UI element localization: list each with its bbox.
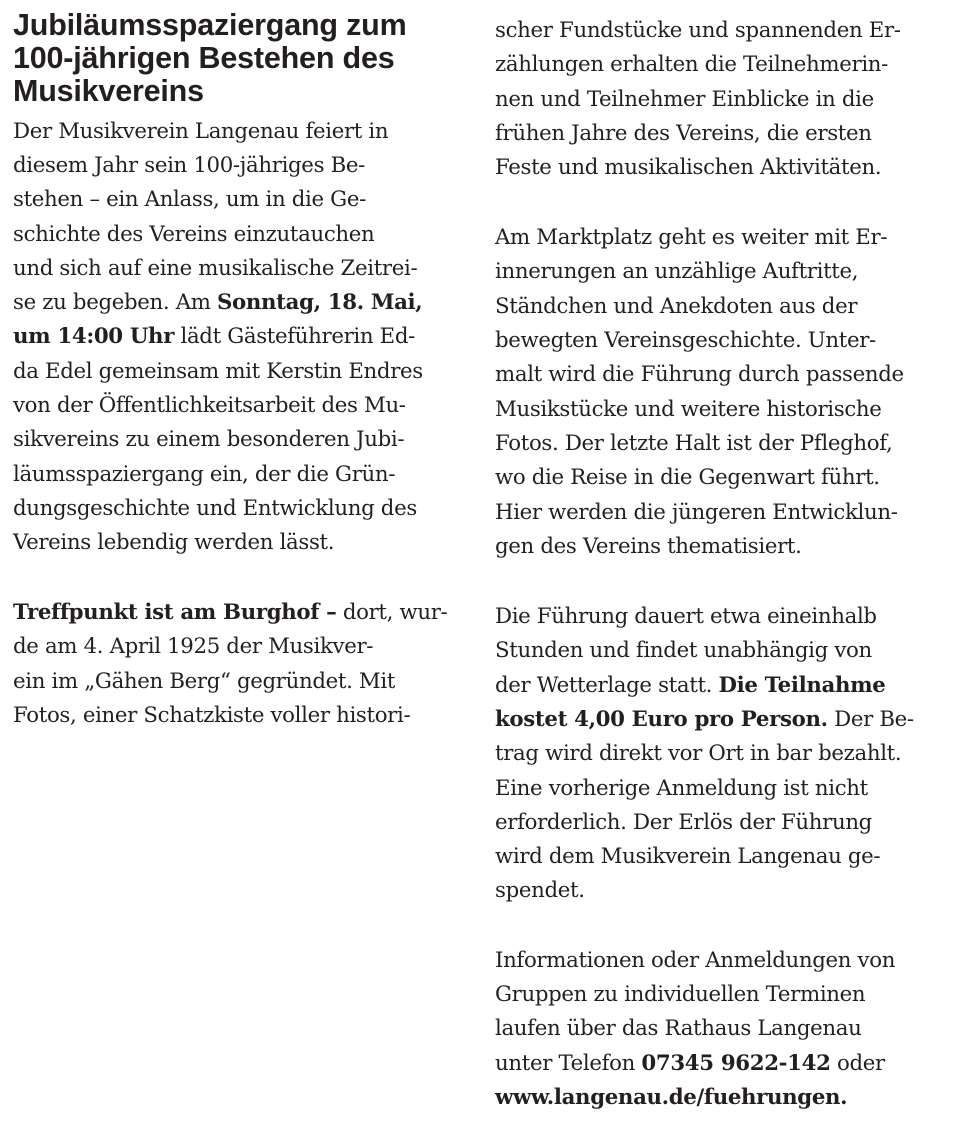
text-segment: Vereins lebendig werden lässt.: [13, 530, 335, 555]
text-segment: Der Be-: [827, 707, 914, 732]
text-segment: unter Telefon: [495, 1051, 642, 1076]
text-line: [495, 1049, 885, 1079]
text-segment: de am 4. April 1925 der Musikver-: [13, 634, 374, 659]
text-line: [495, 16, 901, 46]
text-segment: schichte des Vereins einzutauchen: [13, 222, 375, 247]
text-segment: innerungen an unzählige Auftritte,: [495, 259, 859, 284]
text-line: [495, 119, 872, 149]
text-line: [13, 701, 410, 731]
text-segment: trag wird direkt vor Ort in bar bezahlt.: [495, 741, 902, 766]
text-segment: Eine vorherige Anmeldung ist nicht: [495, 776, 868, 801]
text-line: [495, 705, 914, 735]
text-segment: se zu begeben. Am: [13, 290, 218, 315]
text-segment: da Edel gemeinsam mit Kerstin Endres: [13, 359, 423, 384]
text-line: [13, 598, 447, 628]
text-line: [495, 463, 880, 493]
text-line: [13, 460, 395, 490]
text-segment: wo die Reise in die Gegenwart führt.: [495, 465, 880, 490]
text-line: [13, 357, 423, 387]
text-line: [495, 1014, 861, 1044]
text-line: [495, 153, 881, 183]
text-line: [495, 257, 858, 287]
text-line: [13, 322, 415, 352]
text-line: [495, 498, 898, 528]
text-segment: Stunden und findet unabhängig von: [495, 638, 872, 663]
text-segment: von der Öffentlichkeitsarbeit des Mu-: [13, 393, 406, 418]
article-title: [13, 9, 407, 108]
text-line: [13, 117, 388, 147]
bold-text: Sonntag, 18. Mai,: [217, 290, 423, 315]
bold-text: um 14:00 Uhr: [13, 324, 175, 349]
text-segment: Feste und musikalischen Aktivitäten.: [495, 155, 882, 180]
text-line: [495, 292, 857, 322]
text-line: [13, 632, 373, 662]
text-line: [495, 85, 874, 115]
text-segment: dungsgeschichte und Entwicklung des: [13, 496, 417, 521]
text-segment: scher Fundstücke und spannenden Er-: [495, 18, 901, 43]
text-line: [495, 395, 882, 425]
text-line: [13, 151, 365, 181]
text-line: [13, 425, 404, 455]
text-segment: Gruppen zu individuellen Terminen: [495, 982, 866, 1007]
text-segment: Musikstücke und weitere historische: [495, 397, 882, 422]
text-line: [495, 429, 892, 459]
text-line: [495, 326, 876, 356]
text-line: [13, 391, 406, 421]
text-segment: läumsspaziergang ein, der die Grün-: [13, 462, 396, 487]
text-segment: erforderlich. Der Erlös der Führung: [495, 810, 872, 835]
text-line: [495, 50, 888, 80]
text-line: [495, 774, 868, 804]
text-segment: wird dem Musikverein Langenau ge-: [495, 844, 881, 869]
title-line: Musikvereins: [13, 74, 204, 108]
text-segment: nen und Teilnehmer Einblicke in die: [495, 87, 874, 112]
text-segment: Ständchen und Anekdoten aus der: [495, 294, 858, 319]
text-line: [495, 980, 865, 1010]
text-line: [13, 254, 417, 284]
text-segment: Der Musikverein Langenau feiert in: [13, 119, 389, 144]
text-segment: gen des Vereins thematisiert.: [495, 534, 802, 559]
text-segment: Die Führung dauert etwa eineinhalb: [495, 604, 877, 629]
text-segment: spendet.: [495, 878, 585, 903]
text-line: [13, 185, 366, 215]
title-line: Jubiläumsspaziergang zum: [13, 8, 407, 42]
text-segment: Am Marktplatz geht es weiter mit Er-: [495, 225, 888, 250]
text-segment: sikvereins zu einem besonderen Jubi-: [13, 427, 405, 452]
bold-text: www.langenau.de/fuehrungen.: [495, 1085, 848, 1110]
text-line: [495, 876, 585, 906]
text-line: [13, 667, 395, 697]
title-line: 100-jährigen Bestehen des: [13, 41, 395, 75]
text-line: [495, 1083, 847, 1113]
text-segment: Fotos, einer Schatzkiste voller histori-: [13, 703, 411, 728]
text-line: [495, 636, 872, 666]
text-line: [495, 602, 877, 632]
bold-text: 07345 9622-142: [641, 1051, 831, 1076]
text-segment: Fotos. Der letzte Halt ist der Pfleghof,: [495, 431, 893, 456]
text-line: [13, 288, 422, 318]
bold-text: kostet 4,00 Euro pro Person.: [495, 707, 828, 732]
text-line: [495, 532, 802, 562]
text-segment: stehen – ein Anlass, um in die Ge-: [13, 187, 366, 212]
text-line: [495, 739, 901, 769]
text-segment: und sich auf eine musikalische Zeitrei-: [13, 256, 418, 281]
text-segment: frühen Jahre des Vereins, die ersten: [495, 121, 872, 146]
text-segment: Informationen oder Anmeldungen von: [495, 948, 896, 973]
text-line: [13, 494, 417, 524]
text-segment: bewegten Vereinsgeschichte. Unter-: [495, 328, 876, 353]
text-line: [13, 528, 334, 558]
text-segment: dort, wur-: [336, 600, 448, 625]
text-line: [495, 223, 887, 253]
bold-text: Die Teilnahme: [718, 673, 886, 698]
text-segment: der Wetterlage statt.: [495, 673, 719, 698]
text-segment: malt wird die Führung durch passende: [495, 362, 904, 387]
text-segment: laufen über das Rathaus Langenau: [495, 1016, 862, 1041]
bold-text: Treffpunkt ist am Burghof –: [13, 600, 337, 625]
text-line: [495, 946, 895, 976]
text-segment: diesem Jahr sein 100-jähriges Be-: [13, 153, 365, 178]
text-line: [13, 220, 374, 250]
text-line: [495, 842, 880, 872]
text-segment: ein im „Gähen Berg“ gegründet. Mit: [13, 669, 396, 694]
text-line: [495, 808, 872, 838]
text-segment: lädt Gästeführerin Ed-: [174, 324, 416, 349]
text-line: [495, 360, 904, 390]
text-segment: oder: [830, 1051, 885, 1076]
text-segment: Hier werden die jüngeren Entwicklun-: [495, 500, 898, 525]
text-segment: zählungen erhalten die Teilnehmerin-: [495, 52, 888, 77]
text-line: [495, 671, 885, 701]
